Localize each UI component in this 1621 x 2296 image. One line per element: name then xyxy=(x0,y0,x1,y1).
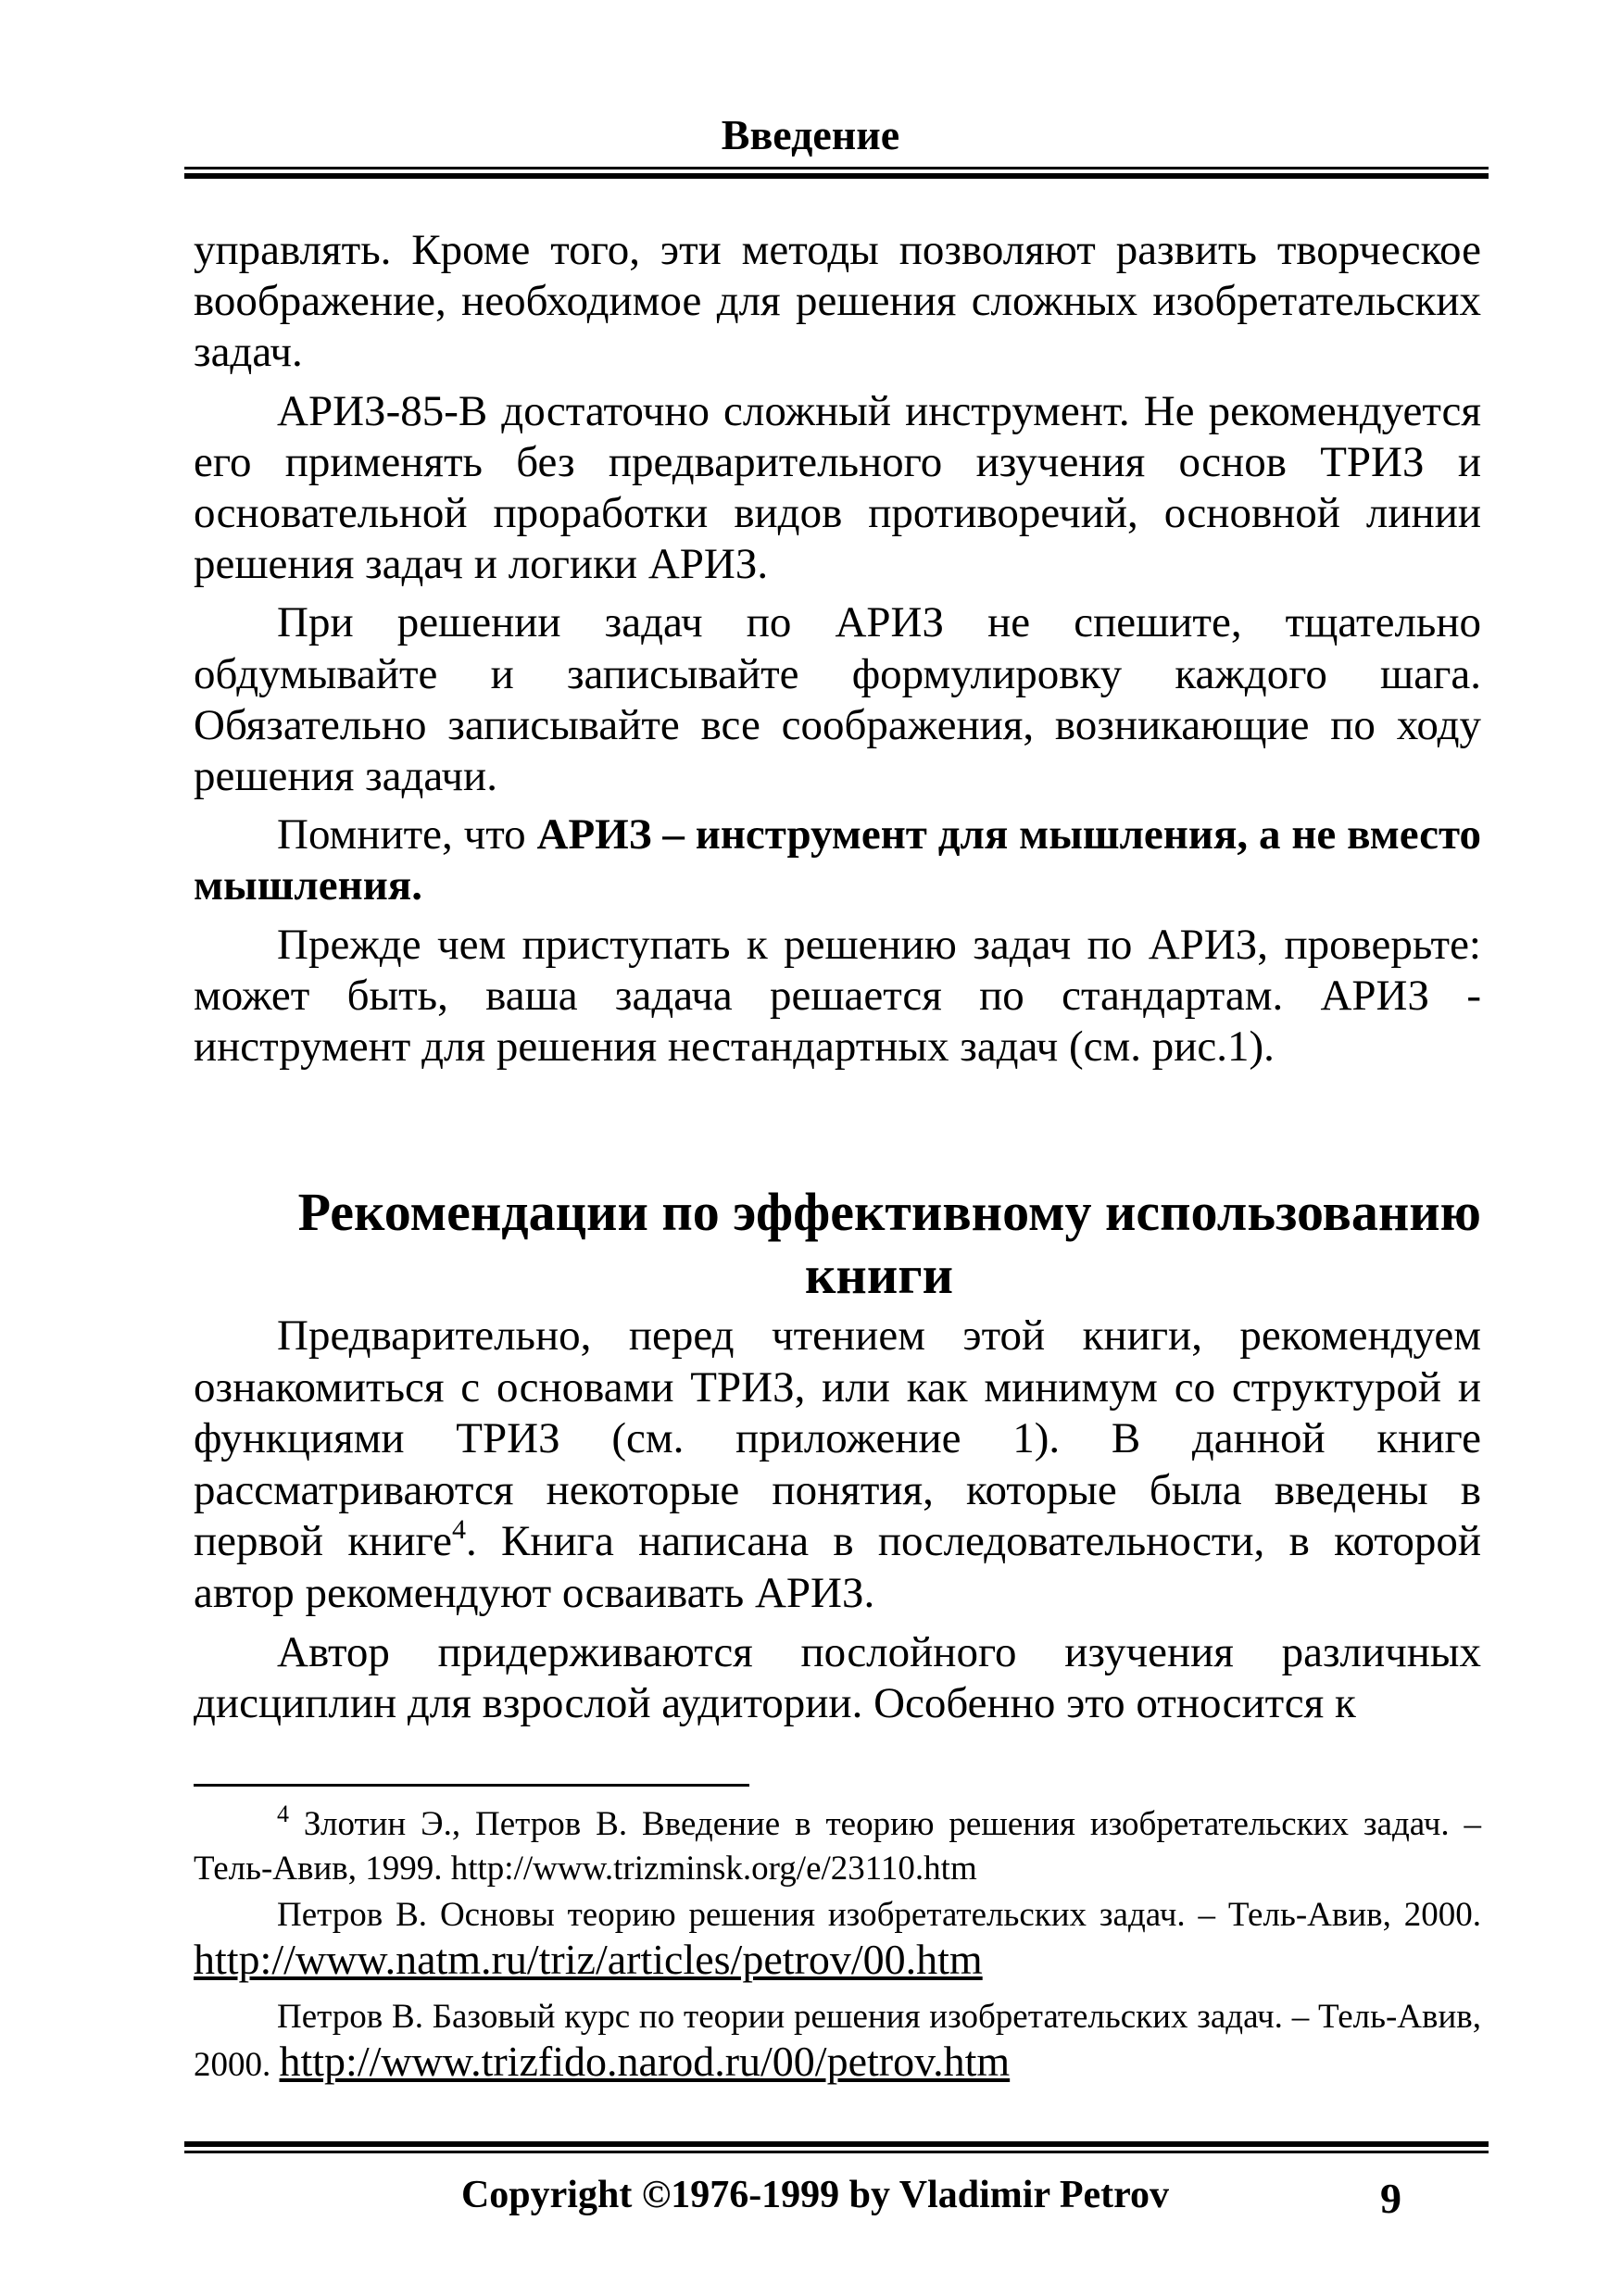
intro-paragraph-2: АРИЗ-85-В достаточно сложный инструмент. Не рекомендуется его применять без предварительного изучения основ ТРИЗ и основательной проработки видов противоречий, основной линии решения задач и логики АРИЗ. xyxy=(194,386,1481,589)
footnote-4-ref-2 xyxy=(194,1893,1481,1986)
header-rule-thick xyxy=(184,173,1489,179)
section-paragraph-1-part-a: Предварительно, перед чтением этой книги, рекомендуем ознакомиться с основами ТРИЗ, или как минимум со структурой и функциями ТРИЗ (см. приложение 1). В данной книге рассматриваются некоторые понятия, которые была введены в первой книге xyxy=(194,1311,1481,1566)
intro-paragraph-4-lead: Помните, что xyxy=(277,810,537,859)
footnote-separator xyxy=(194,1784,749,1787)
running-header-title: Введение xyxy=(721,111,900,158)
footnote-ref-2-text: Петров В. Основы теорию решения изобретательских задач. – Тель-Авив, 2000. xyxy=(277,1896,1481,1934)
section-heading xyxy=(194,1181,1481,1307)
footer-rule-thick xyxy=(184,2141,1489,2147)
footnote-ref-2-link[interactable]: http://www.natm.ru/triz/articles/petrov/00.htm xyxy=(194,1936,983,1983)
footnotes-block xyxy=(194,1802,1481,2088)
intro-paragraph-1: управлять. Кроме того, эти методы позволяют развить творческое воображение, необходимое для решения сложных изобретательских задач. xyxy=(194,226,1481,377)
footnote-4-number: 4 xyxy=(277,1800,289,1827)
intro-text-block xyxy=(194,225,1481,1073)
footnote-4-ref-3 xyxy=(194,1995,1481,2088)
section-heading-line-1: Рекомендации по эффективному использованию xyxy=(297,1182,1481,1242)
intro-paragraph-4 xyxy=(194,809,1481,911)
intro-paragraph-3: При решении задач по АРИЗ не спешите, тщательно обдумывайте и записывайте формулировку каждого шага. Обязательно записывайте все соображения, возникающие по ходу решения задачи. xyxy=(194,598,1481,801)
section-text-block xyxy=(194,1311,1481,1730)
intro-paragraph-5: Прежде чем приступать к решению задач по АРИЗ, проверьте: может быть, ваша задача решается по стандартам. АРИЗ - инструмент для решения нестандартных задач (см. рис.1). xyxy=(194,920,1481,1072)
footnote-reference-4[interactable]: 4 xyxy=(451,1514,466,1546)
footnote-ref-3-link[interactable]: http://www.trizfido.narod.ru/00/petrov.htm xyxy=(279,2038,1011,2085)
footer-copyright: Copyright ©1976-1999 by Vladimir Petrov xyxy=(460,2174,1170,2216)
section-paragraph-1 xyxy=(194,1311,1481,1620)
page-number: 9 xyxy=(1380,2175,1401,2222)
footer-rule-thin xyxy=(184,2151,1489,2153)
footnote-ref-3-text: Петров В. Базовый курс по теории решения изобретательских задач. – Тель-Авив, 2000. xyxy=(194,1998,1481,2084)
section-paragraph-1-part-b: . Книга написана в последовательности, в которой автор рекомендуют осваивать АРИЗ. xyxy=(194,1517,1481,1617)
footnote-4 xyxy=(194,1802,1481,1891)
section-heading-line-2: книги xyxy=(804,1245,953,1305)
footnote-4-text: Злотин Э., Петров В. Введение в теорию решения изобретательских задач. – Тель-Авив, 1999. http://www.trizminsk.org/e/23110.htm xyxy=(194,1805,1481,1888)
intro-paragraph-4-emphasis: АРИЗ – инструмент для мышления, а не вместо мышления. xyxy=(194,810,1482,910)
section-paragraph-2: Автор придерживаются послойного изучения различных дисциплин для взрослой аудитории. Особенно это относится к xyxy=(194,1627,1481,1728)
header-rule-thin xyxy=(184,167,1489,169)
